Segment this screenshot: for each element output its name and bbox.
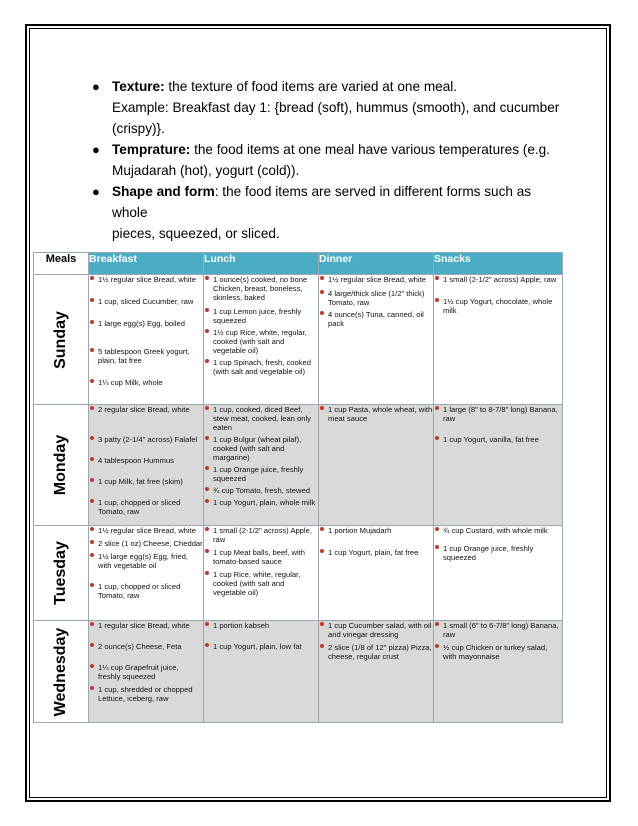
day-cell xyxy=(34,405,89,526)
day-cell xyxy=(34,526,89,621)
meal-item-text: 1 small (6" to 6-7/8" long) Banana, raw xyxy=(443,621,559,639)
meal-item xyxy=(434,405,562,423)
meal-item xyxy=(434,275,562,284)
red-bullet-icon xyxy=(90,276,94,280)
lunch-cell xyxy=(204,405,319,526)
red-bullet-icon xyxy=(205,527,209,531)
bullet-dot-icon: ● xyxy=(92,79,100,94)
red-bullet-icon xyxy=(435,644,439,648)
meal-item-text: 2 regular slice Bread, white xyxy=(98,405,190,414)
meal-item-text: 1 cup Cucumber salad, with oil and vinegar dressing xyxy=(328,621,432,639)
red-bullet-icon xyxy=(90,583,94,587)
table-row xyxy=(34,621,563,723)
meal-item-text: ¾ cup Tomato, fresh, stewed xyxy=(213,486,310,495)
column-header-lunch: Lunch xyxy=(204,253,319,275)
meal-item xyxy=(319,310,433,328)
meal-item-text: 1 cup Rice, white, regular, cooked (with salt and vegetable oil) xyxy=(213,570,301,597)
meal-item-text: 1 small (2-1/2" across) Apple, raw xyxy=(443,275,557,284)
red-bullet-icon xyxy=(205,571,209,575)
meal-item xyxy=(89,319,203,328)
meal-item-text: 1 cup Yogurt, plain, low fat xyxy=(213,642,302,651)
red-bullet-icon xyxy=(90,457,94,461)
meal-plan-table xyxy=(33,252,563,723)
red-bullet-icon xyxy=(205,487,209,491)
lunch-cell xyxy=(204,275,319,405)
breakfast-cell xyxy=(89,275,204,405)
red-bullet-icon xyxy=(320,290,324,294)
meal-item-text: 1 cup Lemon juice, freshly squeezed xyxy=(213,307,302,325)
snacks-cell xyxy=(434,526,563,621)
meals-header: Meals xyxy=(34,253,89,275)
red-bullet-icon xyxy=(90,643,94,647)
meal-item xyxy=(204,526,318,544)
table-row xyxy=(34,275,563,405)
meal-item xyxy=(89,275,203,284)
meal-item xyxy=(204,642,318,651)
bullet-list xyxy=(90,76,570,244)
meal-item xyxy=(89,621,203,630)
day-cell xyxy=(34,621,89,723)
meal-item xyxy=(434,621,562,639)
bullet-term: Texture: xyxy=(112,79,165,94)
red-bullet-icon xyxy=(205,276,209,280)
meal-item xyxy=(204,275,318,302)
bullet-text: the texture of food items are varied at one meal. xyxy=(168,79,458,94)
bullet-text: (crispy)}. xyxy=(112,121,165,136)
red-bullet-icon xyxy=(320,549,324,553)
meal-item-text: 5 tablespoon Greek yogurt, plain, fat free xyxy=(98,347,190,365)
day-label: Wednesday xyxy=(52,627,69,716)
meal-item xyxy=(204,328,318,355)
red-bullet-icon xyxy=(205,499,209,503)
red-bullet-icon xyxy=(320,527,324,531)
day-label: Tuesday xyxy=(52,541,69,605)
meal-item xyxy=(89,456,203,465)
table-row xyxy=(34,405,563,526)
red-bullet-icon xyxy=(90,686,94,690)
red-bullet-icon xyxy=(90,348,94,352)
red-bullet-icon xyxy=(90,379,94,383)
red-bullet-icon xyxy=(435,298,439,302)
meal-item-text: 1 regular slice Bread, white xyxy=(98,621,190,630)
meal-item xyxy=(204,435,318,462)
meal-item-text: ½ cup Chicken or turkey salad, with mayonnaise xyxy=(443,643,548,661)
meal-item-text: 1 small (2-1/2" across) Apple, raw xyxy=(213,526,312,544)
meal-item xyxy=(204,570,318,597)
red-bullet-icon xyxy=(205,308,209,312)
red-bullet-icon xyxy=(320,644,324,648)
bullet-dot-icon: ● xyxy=(92,184,100,199)
meal-item xyxy=(434,643,562,661)
bullet-texture xyxy=(90,76,570,139)
meal-item xyxy=(204,307,318,325)
red-bullet-icon xyxy=(205,549,209,553)
bullet-text: Example: Breakfast day 1: {bread (soft), hummus (smooth), and cucumber xyxy=(112,100,560,115)
meal-item xyxy=(434,544,562,562)
dinner-cell xyxy=(319,275,434,405)
meal-item-text: 1 cup Pasta, whole wheat, with meat sauce xyxy=(328,405,433,423)
meal-item xyxy=(89,685,203,703)
meal-item xyxy=(89,405,203,414)
meal-item-text: 1 cup Meat balls, beef, with tomato-based sauce xyxy=(213,548,306,566)
day-label: Monday xyxy=(52,434,69,496)
meal-item-text: 1 cup Yogurt, vanilla, fat free xyxy=(443,435,539,444)
meal-item-text: 1¼ cup Milk, whole xyxy=(98,378,163,387)
bullet-shape-form xyxy=(90,181,570,244)
red-bullet-icon xyxy=(90,478,94,482)
day-label: Sunday xyxy=(52,310,69,369)
meal-item xyxy=(319,275,433,284)
bullet-text: pieces, squeezed, or sliced. xyxy=(112,226,280,241)
meal-item-text: 1 cup, shredded or chopped Lettuce, iceberg, raw xyxy=(98,685,193,703)
table-row xyxy=(34,526,563,621)
meal-item-text: 4 large/thick slice (1/2" thick) Tomato, raw xyxy=(328,289,425,307)
bullet-text: the food items at one meal have various temperatures (e.g. xyxy=(194,142,550,157)
red-bullet-icon xyxy=(320,311,324,315)
column-header-snacks: Snacks xyxy=(434,253,563,275)
meal-item-text: 1 cup, chopped or sliced Tomato, raw xyxy=(98,582,181,600)
red-bullet-icon xyxy=(90,553,94,557)
meal-item xyxy=(319,405,433,423)
meal-item-text: 1 cup Orange juice, freshly squeezed xyxy=(213,465,304,483)
red-bullet-icon xyxy=(90,320,94,324)
bullet-dot-icon: ● xyxy=(92,142,100,157)
meal-item xyxy=(89,297,203,306)
red-bullet-icon xyxy=(435,436,439,440)
meal-item-text: 1¼ cup Grapefruit juice, freshly squeezed xyxy=(98,663,179,681)
bullet-text: Mujadarah (hot), yogurt (cold)). xyxy=(112,163,300,178)
red-bullet-icon xyxy=(90,436,94,440)
meal-item-text: 1½ regular slice Bread, white xyxy=(98,526,196,535)
meal-item-text: 1 portion kabseh xyxy=(213,621,270,630)
meal-item xyxy=(319,289,433,307)
meal-item-text: 1 ounce(s) cooked, no bone Chicken, breast, boneless, skinless, baked xyxy=(213,275,308,302)
meal-item-text: 1 portion Mujadarh xyxy=(328,526,392,535)
meal-item xyxy=(319,643,433,661)
red-bullet-icon xyxy=(90,540,94,544)
red-bullet-icon xyxy=(90,664,94,668)
meal-item xyxy=(204,465,318,483)
meal-item-text: 1 large (8" to 8-7/8" long) Banana, raw xyxy=(443,405,558,423)
dinner-cell xyxy=(319,526,434,621)
red-bullet-icon xyxy=(205,436,209,440)
meal-item xyxy=(89,526,203,535)
dinner-cell xyxy=(319,621,434,723)
red-bullet-icon xyxy=(205,643,209,647)
red-bullet-icon xyxy=(205,466,209,470)
meal-item xyxy=(204,405,318,432)
lunch-cell xyxy=(204,526,319,621)
meal-item xyxy=(89,539,203,548)
snacks-cell xyxy=(434,621,563,723)
snacks-cell xyxy=(434,275,563,405)
red-bullet-icon xyxy=(435,527,439,531)
meal-item xyxy=(319,526,433,535)
meal-item xyxy=(89,582,203,600)
bullet-term: Temprature: xyxy=(112,142,191,157)
meal-item xyxy=(204,358,318,376)
bullet-term: Shape and form xyxy=(112,184,215,199)
meal-item xyxy=(204,486,318,495)
meal-item-text: 2 slice (1/8 of 12" pizza) Pizza, cheese, regular crust xyxy=(328,643,432,661)
meal-item xyxy=(89,552,203,570)
red-bullet-icon xyxy=(90,298,94,302)
meal-item xyxy=(89,663,203,681)
meal-item-text: 2 ounce(s) Cheese, Feta xyxy=(98,642,182,651)
breakfast-cell xyxy=(89,526,204,621)
meal-item xyxy=(89,378,203,387)
red-bullet-icon xyxy=(435,622,439,626)
meal-item-text: 1 cup Yogurt, plain, fat free xyxy=(328,548,419,557)
breakfast-cell xyxy=(89,405,204,526)
red-bullet-icon xyxy=(435,276,439,280)
meal-item xyxy=(434,435,562,444)
meal-item-text: 4 ounce(s) Tuna, canned, oil pack xyxy=(328,310,424,328)
meal-item-text: 1 large egg(s) Egg, boiled xyxy=(98,319,185,328)
table-header-row xyxy=(34,253,563,275)
red-bullet-icon xyxy=(320,622,324,626)
column-header-dinner: Dinner xyxy=(319,253,434,275)
meal-item-text: 1 cup, sliced Cucumber, raw xyxy=(98,297,194,306)
red-bullet-icon xyxy=(205,329,209,333)
meal-item xyxy=(204,548,318,566)
meal-item-text: 1 cup Yogurt, plain, whole milk xyxy=(213,498,316,507)
breakfast-cell xyxy=(89,621,204,723)
meal-item-text: 3 patty (2-1/4" across) Falafel xyxy=(98,435,198,444)
meal-item-text: ¾ cup Custard, with whole milk xyxy=(443,526,548,535)
meal-item-text: 2 slice (1 oz) Cheese, Cheddar xyxy=(98,539,203,548)
meal-item xyxy=(204,498,318,507)
red-bullet-icon xyxy=(205,622,209,626)
meal-item-text: 1 cup Bulgur (wheat pilaf), cooked (with salt and margarine) xyxy=(213,435,302,462)
meal-item-text: 1 cup Orange juice, freshly squeezed xyxy=(443,544,534,562)
meal-item-text: 1 cup, cooked, diced Beef, stew meat, cooked, lean only eaten xyxy=(213,405,311,432)
meal-item-text: 1 cup, chopped or sliced Tomato, raw xyxy=(98,498,181,516)
meal-item-text: 1½ large egg(s) Egg, fried, with vegetable oil xyxy=(98,552,188,570)
meal-item-text: 1½ cup Yogurt, chocolate, whole milk xyxy=(443,297,553,315)
red-bullet-icon xyxy=(90,622,94,626)
meal-item xyxy=(89,642,203,651)
meal-item-text: 4 tablespoon Hummus xyxy=(98,456,174,465)
meal-item-text: 1½ regular slice Bread, white xyxy=(98,275,196,284)
meal-item xyxy=(89,498,203,516)
red-bullet-icon xyxy=(320,406,324,410)
meal-item-text: 1½ regular slice Bread, white xyxy=(328,275,426,284)
meal-item-text: 1½ cup Rice, white, regular, cooked (with salt and vegetable oil) xyxy=(213,328,307,355)
meal-item-text: 1 cup Spinach, fresh, cooked (with salt and vegetable oil) xyxy=(213,358,311,376)
meal-item xyxy=(434,297,562,315)
meal-item-text: 1 cup Milk, fat free (skim) xyxy=(98,477,183,486)
red-bullet-icon xyxy=(435,545,439,549)
lunch-cell xyxy=(204,621,319,723)
snacks-cell xyxy=(434,405,563,526)
meal-item xyxy=(319,548,433,557)
red-bullet-icon xyxy=(205,406,209,410)
bullet-temperature xyxy=(90,139,570,181)
red-bullet-icon xyxy=(205,359,209,363)
dinner-cell xyxy=(319,405,434,526)
meal-item xyxy=(434,526,562,535)
column-header-breakfast: Breakfast xyxy=(89,253,204,275)
meal-item xyxy=(89,347,203,365)
red-bullet-icon xyxy=(90,499,94,503)
meal-item xyxy=(319,621,433,639)
red-bullet-icon xyxy=(90,527,94,531)
red-bullet-icon xyxy=(435,406,439,410)
red-bullet-icon xyxy=(90,406,94,410)
meal-item xyxy=(204,621,318,630)
meal-item xyxy=(89,435,203,444)
bullet-text: : the food items are served in different forms such as whole xyxy=(112,184,532,220)
day-cell xyxy=(34,275,89,405)
red-bullet-icon xyxy=(320,276,324,280)
meal-item xyxy=(89,477,203,486)
